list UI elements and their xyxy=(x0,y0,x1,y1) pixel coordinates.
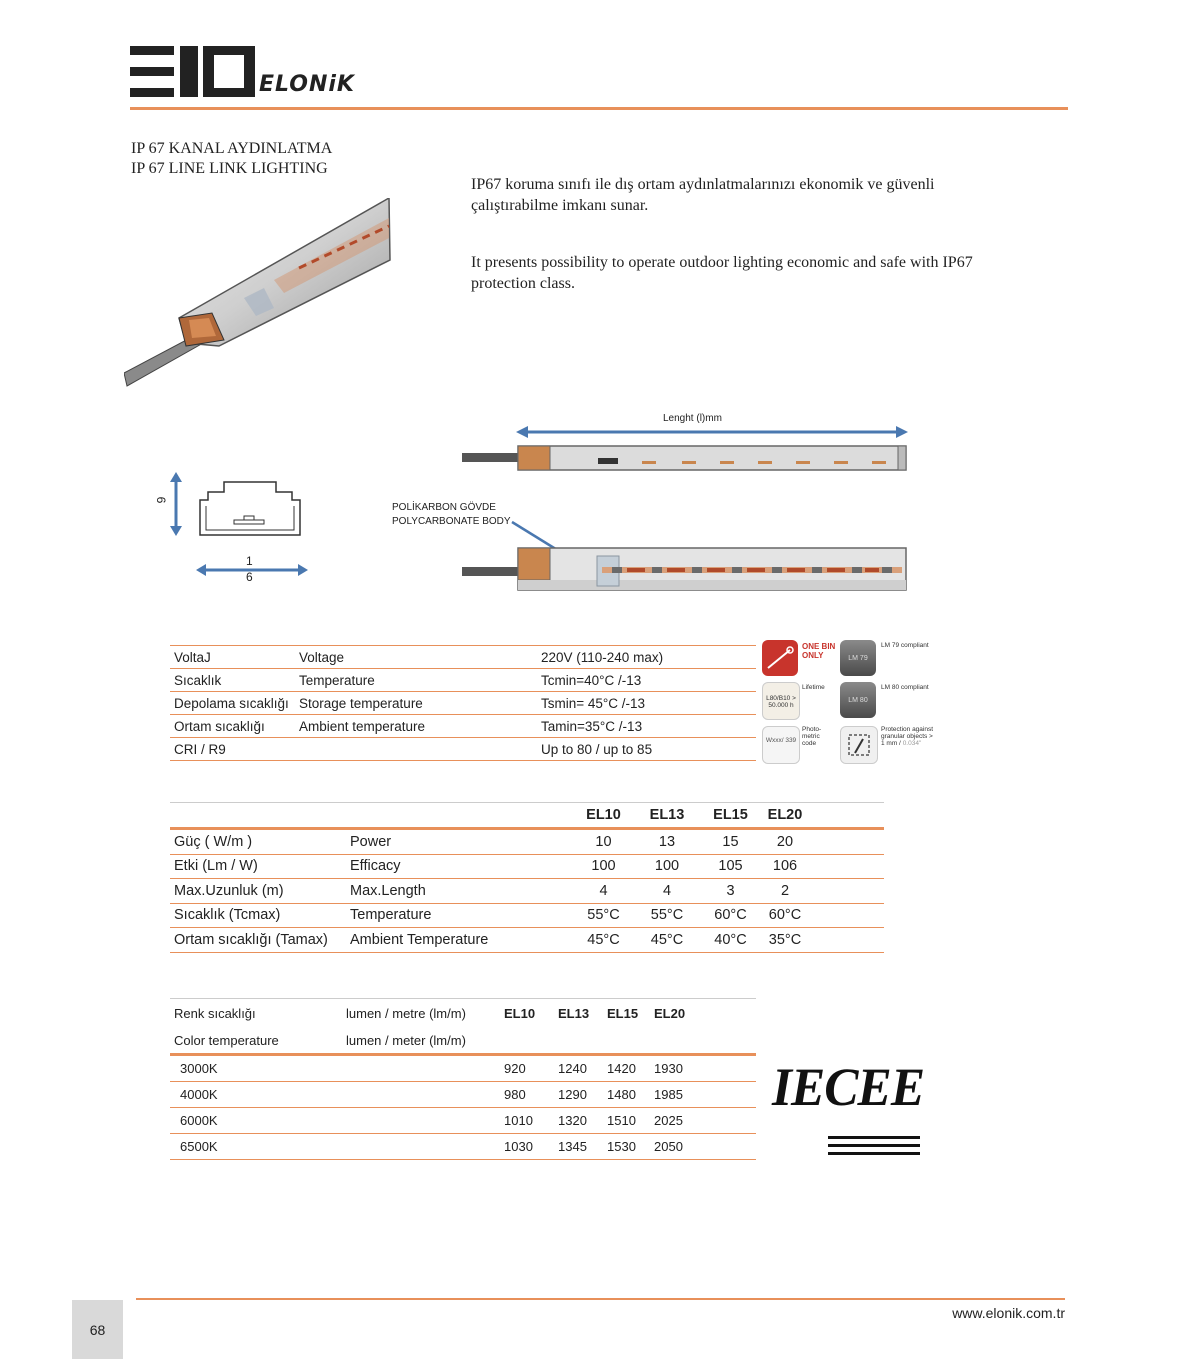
description-tr: IP67 koruma sınıfı ile dış ortam aydınlatmalarınızı ekonomik ve güvenli çalıştırabilme imkanı sunar. xyxy=(471,176,935,214)
lumen-col1-en: Color temperature xyxy=(170,1027,346,1055)
logo-brand-text: ELONiK xyxy=(259,72,355,97)
spec-row xyxy=(170,738,756,761)
spec-row xyxy=(170,646,756,669)
spec-label-tr: CRI / R9 xyxy=(170,738,299,761)
spec-label-tr: Sıcaklık xyxy=(170,669,299,692)
models-value: 13 xyxy=(632,829,702,855)
lumen-blank xyxy=(703,1027,756,1055)
lumen-header: EL20 xyxy=(654,999,703,1028)
models-header-blank xyxy=(350,803,575,829)
models-value: 20 xyxy=(759,829,811,855)
lumen-value: 1420 xyxy=(607,1055,654,1082)
spec-label-en xyxy=(299,738,541,761)
protection-text: Protection against granular objects > 1 mm / xyxy=(881,726,934,747)
lumen-temp: 3000K xyxy=(170,1055,346,1082)
spec-value: 220V (110-240 max) xyxy=(541,646,756,669)
models-blank xyxy=(811,903,884,928)
models-header-blank xyxy=(811,803,884,829)
lumen-value: 1510 xyxy=(607,1108,654,1134)
lumen-header-row-1 xyxy=(170,999,756,1028)
lumen-blank xyxy=(346,1134,504,1160)
models-label-en: Efficacy xyxy=(350,854,575,879)
lumen-row xyxy=(170,1055,756,1082)
protection-label xyxy=(881,726,937,747)
lm79-label: LM 79 compliant xyxy=(881,642,929,649)
spec-label-tr: VoltaJ xyxy=(170,646,299,669)
side-view-top xyxy=(462,422,912,479)
lumen-blank xyxy=(703,999,756,1028)
side-view-bottom xyxy=(462,512,912,599)
lumen-value: 1010 xyxy=(504,1108,558,1134)
models-value: 15 xyxy=(702,829,759,855)
models-blank xyxy=(811,928,884,953)
header-rule xyxy=(130,107,1068,110)
height-dimension-label: 9 xyxy=(154,496,169,504)
lm80-icon xyxy=(840,682,876,718)
lumen-col2-en: lumen / meter (lm/m) xyxy=(346,1027,504,1055)
models-blank xyxy=(811,829,884,855)
iecee-text: IECEE xyxy=(772,1057,925,1117)
model-header: EL15 xyxy=(702,803,759,829)
model-header: EL20 xyxy=(759,803,811,829)
lumen-value: 1930 xyxy=(654,1055,703,1082)
models-value: 106 xyxy=(759,854,811,879)
spec-label-tr: Ortam sıcaklığı xyxy=(170,715,299,738)
lumen-blank xyxy=(703,1134,756,1160)
models-value: 100 xyxy=(575,854,632,879)
lumen-blank xyxy=(346,1082,504,1108)
lumen-blank xyxy=(654,1027,703,1055)
product-title-tr: IP 67 KANAL AYDINLATMA xyxy=(131,140,333,157)
models-row xyxy=(170,903,884,928)
models-value: 55°C xyxy=(632,903,702,928)
lumen-blank xyxy=(703,1055,756,1082)
lumen-value: 1320 xyxy=(558,1108,607,1134)
models-row xyxy=(170,854,884,879)
lumen-blank xyxy=(558,1027,607,1055)
models-value: 55°C xyxy=(575,903,632,928)
lumen-row xyxy=(170,1082,756,1108)
lumen-table xyxy=(170,998,756,1160)
models-value: 10 xyxy=(575,829,632,855)
lumen-value: 2050 xyxy=(654,1134,703,1160)
lumen-value: 1530 xyxy=(607,1134,654,1160)
models-value: 4 xyxy=(575,879,632,904)
photometric-label: Photo- metric code xyxy=(802,726,822,747)
lumen-col2-tr: lumen / metre (lm/m) xyxy=(346,999,504,1028)
product-title-en: IP 67 LINE LINK LIGHTING xyxy=(131,160,328,177)
spec-value: Tsmin= 45°C /-13 xyxy=(541,692,756,715)
lumen-blank xyxy=(703,1082,756,1108)
one-bin-label: ONE BIN ONLY xyxy=(802,642,836,660)
models-label-tr: Ortam sıcaklığı (Tamax) xyxy=(170,928,350,953)
protection-icon xyxy=(840,726,878,764)
lumen-value: 920 xyxy=(504,1055,558,1082)
lumen-header: EL13 xyxy=(558,999,607,1028)
general-specs-table xyxy=(170,645,756,761)
spec-label-en: Temperature xyxy=(299,669,541,692)
lumen-blank xyxy=(346,1055,504,1082)
lumen-blank xyxy=(703,1108,756,1134)
models-label-en: Ambient Temperature xyxy=(350,928,575,953)
lumen-temp: 4000K xyxy=(170,1082,346,1108)
iecee-logo xyxy=(772,1058,932,1116)
lumen-header: EL15 xyxy=(607,999,654,1028)
models-value: 60°C xyxy=(702,903,759,928)
lumen-temp: 6000K xyxy=(170,1108,346,1134)
spec-row xyxy=(170,669,756,692)
lumen-value: 1290 xyxy=(558,1082,607,1108)
spec-label-en: Voltage xyxy=(299,646,541,669)
models-row xyxy=(170,829,884,855)
models-label-tr: Güç ( W/m ) xyxy=(170,829,350,855)
models-blank xyxy=(811,854,884,879)
models-table xyxy=(170,802,884,953)
lumen-blank xyxy=(346,1108,504,1134)
models-value: 105 xyxy=(702,854,759,879)
lifetime-label: Lifetime xyxy=(802,684,825,691)
cross-section-diagram xyxy=(160,470,310,545)
lumen-row xyxy=(170,1134,756,1160)
footer-url[interactable]: www.elonik.com.tr xyxy=(952,1305,1065,1321)
models-label-tr: Sıcaklık (Tcmax) xyxy=(170,903,350,928)
lumen-temp: 6500K xyxy=(170,1134,346,1160)
lumen-value: 980 xyxy=(504,1082,558,1108)
lumen-header-row-2 xyxy=(170,1027,756,1055)
models-label-tr: Max.Uzunluk (m) xyxy=(170,879,350,904)
lm79-icon-label: LM 79 xyxy=(848,655,868,662)
lumen-value: 1345 xyxy=(558,1134,607,1160)
body-label-tr: POLİKARBON GÖVDE xyxy=(392,502,496,513)
lumen-header: EL10 xyxy=(504,999,558,1028)
models-row xyxy=(170,928,884,953)
one-bin-icon xyxy=(762,640,798,676)
spec-label-en: Ambient temperature xyxy=(299,715,541,738)
models-label-tr: Etki (Lm / W) xyxy=(170,854,350,879)
photometric-icon xyxy=(762,726,800,764)
models-value: 35°C xyxy=(759,928,811,953)
page-number: 68 xyxy=(72,1300,123,1359)
length-label: Lenght (l)mm xyxy=(663,413,722,424)
spec-value: Tcmin=40°C /-13 xyxy=(541,669,756,692)
lm80-label: LM 80 compliant xyxy=(881,684,929,691)
model-header: EL10 xyxy=(575,803,632,829)
certification-badges xyxy=(760,640,940,770)
lifetime-value: L80/B10 > 50.000 h xyxy=(766,695,796,709)
lumen-blank xyxy=(504,1027,558,1055)
models-header-blank xyxy=(170,803,350,829)
lumen-value: 1480 xyxy=(607,1082,654,1108)
elonik-logo-mark xyxy=(130,46,255,103)
lumen-row xyxy=(170,1108,756,1134)
spec-value: Tamin=35°C /-13 xyxy=(541,715,756,738)
models-value: 60°C xyxy=(759,903,811,928)
lumen-value: 1030 xyxy=(504,1134,558,1160)
lumen-value: 1240 xyxy=(558,1055,607,1082)
lifetime-icon xyxy=(762,682,800,720)
lumen-value: 2025 xyxy=(654,1108,703,1134)
models-value: 4 xyxy=(632,879,702,904)
lm80-icon-label: LM 80 xyxy=(848,697,868,704)
product-image xyxy=(124,198,392,393)
models-value: 45°C xyxy=(632,928,702,953)
lm79-icon xyxy=(840,640,876,676)
spec-row xyxy=(170,692,756,715)
models-label-en: Max.Length xyxy=(350,879,575,904)
spec-label-tr: Depolama sıcaklığı xyxy=(170,692,299,715)
lumen-col1-tr: Renk sıcaklığı xyxy=(170,999,346,1028)
models-value: 2 xyxy=(759,879,811,904)
models-value: 40°C xyxy=(702,928,759,953)
footer-rule xyxy=(136,1298,1065,1300)
models-value: 45°C xyxy=(575,928,632,953)
width-label-bottom: 6 xyxy=(246,570,253,584)
spec-label-en: Storage temperature xyxy=(299,692,541,715)
spec-row xyxy=(170,715,756,738)
models-header-row xyxy=(170,803,884,829)
description-en: It presents possibility to operate outdoor lighting economic and safe with IP67 protection class. xyxy=(471,254,973,292)
lumen-value: 1985 xyxy=(654,1082,703,1108)
body-label-en: POLYCARBONATE BODY xyxy=(392,516,511,527)
models-label-en: Power xyxy=(350,829,575,855)
lumen-blank xyxy=(607,1027,654,1055)
models-value: 100 xyxy=(632,854,702,879)
model-header: EL13 xyxy=(632,803,702,829)
width-label-top: 1 xyxy=(246,554,253,568)
photometric-icon-label: Wxxx/ 339 xyxy=(765,737,797,744)
spec-value: Up to 80 / up to 85 xyxy=(541,738,756,761)
models-label-en: Temperature xyxy=(350,903,575,928)
models-value: 3 xyxy=(702,879,759,904)
models-blank xyxy=(811,879,884,904)
models-row xyxy=(170,879,884,904)
protection-inch: 0.034" xyxy=(902,740,922,747)
